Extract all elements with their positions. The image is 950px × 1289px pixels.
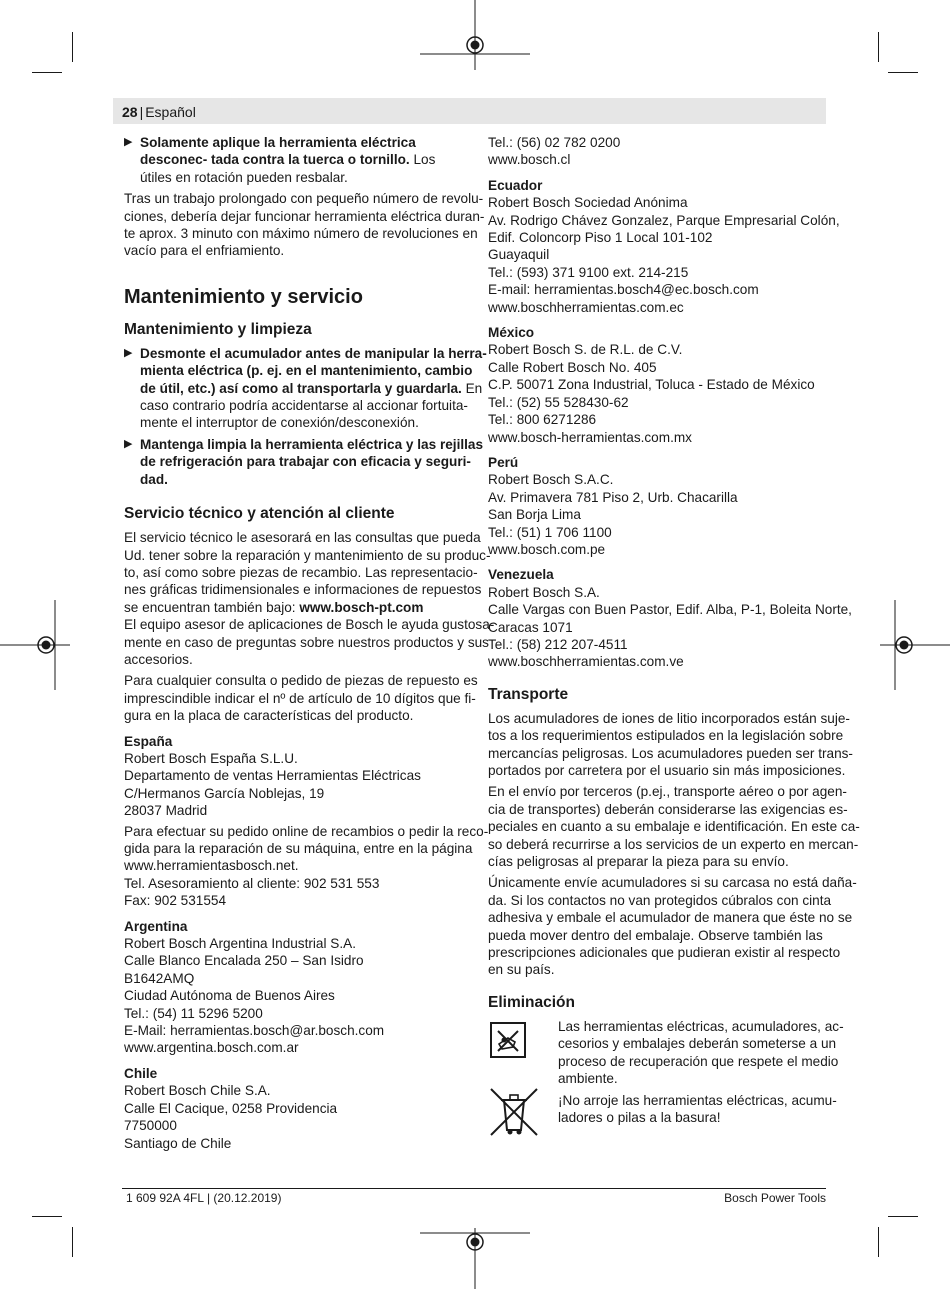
text-line: www.bosch.cl xyxy=(488,152,571,168)
text-line: E-Mail: herramientas.bosch@ar.bosch.com xyxy=(124,1023,385,1039)
text-line: Para efectuar su pedido online de recambios o pedir la reco- xyxy=(124,823,489,839)
text-line: gura en la placa de características del producto. xyxy=(124,708,414,724)
footer-doc-number: 1 609 92A 4FL | (20.12.2019) xyxy=(126,1191,282,1205)
para-transport-1 xyxy=(488,710,853,780)
text-line: to, así como sobre piezas de recambio. Las representacio- xyxy=(124,564,478,580)
text-line: Robert Bosch Chile S.A. xyxy=(124,1083,271,1099)
text-line: Robert Bosch S.A. xyxy=(488,584,600,600)
right-column xyxy=(488,134,860,1138)
text-line: tos a los requerimientos estipulados en la legislación sobre xyxy=(488,728,844,744)
crop-mark xyxy=(878,32,879,62)
heading-cleaning: Mantenimiento y limpieza xyxy=(124,320,312,338)
text-line: imprescindible indicar el nº de artículo de 10 dígitos que fi- xyxy=(124,690,476,706)
address-venezuela xyxy=(488,566,852,670)
bullet-keep-clean xyxy=(124,436,484,488)
text-line: Robert Bosch S.A.C. xyxy=(488,472,614,488)
crop-mark xyxy=(72,1227,73,1257)
address-peru xyxy=(488,454,828,558)
text-line: B1642AMQ xyxy=(124,970,195,986)
text-line: www.bosch.com.pe xyxy=(488,541,606,557)
text-line: Para cualquier consulta o pedido de piezas de repuesto es xyxy=(124,673,478,689)
header-bar xyxy=(113,98,826,124)
text-line: Tel.: (52) 55 528430-62 xyxy=(488,394,629,410)
para-team xyxy=(124,616,495,668)
text-line: cías peligrosas al preparar la pieza para su envío. xyxy=(488,854,789,870)
registration-mark-icon xyxy=(420,0,530,70)
text-line: 7750000 xyxy=(124,1118,177,1134)
text-line: ladores o pilas a la basura! xyxy=(558,1110,721,1126)
service-link[interactable]: www.bosch-pt.com xyxy=(299,599,424,615)
text-line: Departamento de ventas Herramientas Eléctricas xyxy=(124,768,421,784)
text-line: Las herramientas eléctricas, acumuladores, ac- xyxy=(558,1018,844,1034)
text-line: Robert Bosch España S.L.U. xyxy=(124,750,298,766)
bullet-intro-rest: Los útiles en rotación pueden resbalar. xyxy=(140,152,436,185)
text-line: Tel.: (56) 02 782 0200 xyxy=(488,135,621,150)
registration-mark-icon xyxy=(0,600,70,690)
text-line: pueda mover dentro del embalaje. Observe también las xyxy=(488,927,823,943)
address-title: España xyxy=(124,733,173,749)
para-transport-3 xyxy=(488,874,857,978)
bullet-remove-battery xyxy=(124,345,487,432)
text-line: C.P. 50071 Zona Industrial, Toluca - Estado de México xyxy=(488,377,815,393)
text-line: C/Hermanos García Noblejas, 19 xyxy=(124,785,325,801)
text-line: E-mail: herramientas.bosch4@ec.bosch.com xyxy=(488,282,759,298)
text-line: accesorios. xyxy=(124,651,193,667)
text-line: Calle Robert Bosch No. 405 xyxy=(488,359,657,375)
text-line: San Borja Lima xyxy=(488,507,581,523)
text-line: Ciudad Autónoma de Buenos Aires xyxy=(124,988,335,1004)
text-line: Tel.: (593) 371 9100 ext. 214-215 xyxy=(488,264,689,280)
address-title: Perú xyxy=(488,454,519,470)
page-header xyxy=(122,103,196,121)
left-column xyxy=(124,134,495,1158)
text-line: ambiente. xyxy=(558,1071,618,1087)
text-line: en su país. xyxy=(488,962,555,978)
text-line: se encuentran también bajo: xyxy=(124,599,296,615)
text-line: www.herramientasbosch.net. xyxy=(124,858,299,874)
heading-maintenance: Mantenimiento y servicio xyxy=(124,285,363,308)
text-line: El equipo asesor de aplicaciones de Bosch le ayuda gustosa- xyxy=(124,617,495,633)
text-line: www.boschherramientas.com.ec xyxy=(488,299,684,315)
text-line: Tel.: 800 6271286 xyxy=(488,412,597,428)
address-spain xyxy=(124,733,464,820)
registration-mark-icon xyxy=(880,600,950,690)
text-line: Robert Bosch Sociedad Anónima xyxy=(488,195,688,211)
page-number: 28 xyxy=(122,104,138,120)
text-line: adhesiva y embale el acumulador de manera que éste no se xyxy=(488,910,853,926)
crossed-bin-icon xyxy=(488,1086,540,1138)
text-line: Guayaquil xyxy=(488,247,550,263)
triangle-bullet-icon: ▶ xyxy=(124,136,133,148)
address-chile-continued xyxy=(488,134,828,169)
address-chile xyxy=(124,1065,464,1152)
text-line: www.argentina.bosch.com.ar xyxy=(124,1040,299,1056)
disposal-section xyxy=(488,1018,844,1138)
text-line: caso contrario podría accidentarse al accionar fortuita- xyxy=(140,398,468,414)
text-line: Fax: 902 531554 xyxy=(124,893,227,909)
text-line: Calle Vargas con Buen Pastor, Edif. Alba, P-1, Boleita Norte, xyxy=(488,602,852,618)
text-line: Tel.: (51) 1 706 1100 xyxy=(488,524,612,540)
para-cooling xyxy=(124,190,485,260)
heading-service: Servicio técnico y atención al cliente xyxy=(124,505,395,523)
text-line: Tel. Asesoramiento al cliente: 902 531 553 xyxy=(124,875,380,891)
address-title: México xyxy=(488,325,535,341)
registration-mark-icon xyxy=(420,1228,530,1289)
para-transport-2 xyxy=(488,783,860,870)
text-line: gida para la reparación de su máquina, entre en la página xyxy=(124,841,473,856)
text-line: En xyxy=(465,380,483,396)
text-line: En el envío por terceros (p.ej., transporte aéreo o por agen- xyxy=(488,784,847,800)
address-title: Venezuela xyxy=(488,567,554,583)
address-title: Ecuador xyxy=(488,177,543,193)
para-order xyxy=(124,672,478,724)
text-line: dad. xyxy=(140,471,168,487)
text-line: El servicio técnico le asesorará en las consultas que pueda xyxy=(124,530,481,546)
text-line: ciones, debería dejar funcionar herramienta eléctrica duran- xyxy=(124,208,485,224)
text-line: Los acumuladores de iones de litio incorporados están suje- xyxy=(488,710,850,726)
text-line: Robert Bosch Argentina Industrial S.A. xyxy=(124,936,356,952)
text-line: Desmonte el acumulador antes de manipular la herra- xyxy=(140,345,487,361)
address-title: Chile xyxy=(124,1065,158,1081)
text-line: vacío para el enfriamiento. xyxy=(124,243,285,259)
crop-mark xyxy=(888,72,918,73)
text-line: te aprox. 3 minuto con máximo número de revoluciones en xyxy=(124,226,478,242)
crop-mark xyxy=(32,72,62,73)
text-line: www.boschherramientas.com.ve xyxy=(488,654,684,670)
text-line: proceso de recuperación que respete el medio xyxy=(558,1053,839,1069)
footer-brand: Bosch Power Tools xyxy=(724,1191,826,1205)
para-service xyxy=(124,529,491,616)
text-line: Mantenga limpia la herramienta eléctrica y las rejillas xyxy=(140,436,484,452)
text-line: Av. Primavera 781 Piso 2, Urb. Chacarilla xyxy=(488,489,738,505)
text-line: portados por carretera por el usuario sin más imposiciones. xyxy=(488,763,846,778)
text-line: Únicamente envíe acumuladores si su carcasa no está daña- xyxy=(488,875,857,891)
crop-mark xyxy=(888,1216,918,1217)
text-line: cia de transportes) deberán considerarse las exigencias es- xyxy=(488,801,848,817)
text-line: mente el interruptor de conexión/desconexión. xyxy=(140,415,419,431)
heading-transport: Transporte xyxy=(488,685,569,703)
text-line: Ud. tener sobre la reparación y mantenimiento de su produc- xyxy=(124,547,491,563)
disposal-text-2 xyxy=(558,1092,837,1127)
text-line: Edif. Coloncorp Piso 1 Local 101-102 xyxy=(488,230,713,246)
triangle-bullet-icon: ▶ xyxy=(124,346,133,359)
recycle-tool-icon xyxy=(488,1020,528,1060)
spain-online-info xyxy=(124,823,489,910)
text-line: de útil, etc.) así como al transportarla y guardarla. xyxy=(140,380,462,396)
text-line: Calle Blanco Encalada 250 – San Isidro xyxy=(124,953,364,969)
address-title: Argentina xyxy=(124,918,188,934)
text-line: Tel.: (58) 212 207-4511 xyxy=(488,636,628,652)
text-line: Caracas 1071 xyxy=(488,619,573,635)
text-line: peciales en cuanto a su embalaje e identificación. En este ca- xyxy=(488,819,860,835)
crop-mark xyxy=(72,32,73,62)
address-argentina xyxy=(124,918,464,1057)
triangle-bullet-icon: ▶ xyxy=(124,437,133,450)
text-line: nes gráficas tridimensionales e informaciones de repuestos xyxy=(124,582,482,598)
text-line: 28037 Madrid xyxy=(124,803,208,819)
header-separator: | xyxy=(139,104,144,120)
bullet-intro-bold: Solamente aplique la herramienta eléctrica desconec- tada contra la tuerca o tornillo. xyxy=(140,135,416,168)
text-line: mercancías peligrosas. Los acumuladores pueden ser trans- xyxy=(488,745,853,761)
text-line: Tras un trabajo prolongado con pequeño número de revolu- xyxy=(124,191,484,207)
text-line: Robert Bosch S. de R.L. de C.V. xyxy=(488,342,683,358)
text-line: da. Si los contactos no van protegidos cúbralos con cinta xyxy=(488,892,832,908)
disposal-text-1 xyxy=(558,1018,844,1088)
text-line: prescripciones adicionales que pudieran existir al respecto xyxy=(488,945,841,961)
header-section: Español xyxy=(145,104,196,120)
text-line: www.bosch-herramientas.com.mx xyxy=(488,429,692,445)
text-line: ¡No arroje las herramientas eléctricas, acumu- xyxy=(558,1092,837,1108)
text-line: Tel.: (54) 11 5296 5200 xyxy=(124,1005,263,1021)
footer-rule xyxy=(122,1188,826,1189)
text-line: Calle El Cacique, 0258 Providencia xyxy=(124,1100,338,1116)
bullet-intro xyxy=(124,134,464,186)
heading-disposal: Eliminación xyxy=(488,993,575,1011)
text-line: mente en caso de preguntas sobre nuestros productos y sus xyxy=(124,634,489,650)
crop-mark xyxy=(878,1227,879,1257)
text-line: Av. Rodrigo Chávez Gonzalez, Parque Empresarial Colón, xyxy=(488,212,840,228)
text-line: cesorios y embalajes deberán someterse a un xyxy=(558,1036,837,1052)
text-line: so deberá recurrirse a los servicios de un experto en mercan- xyxy=(488,836,859,852)
text-line: Santiago de Chile xyxy=(124,1135,232,1151)
address-mexico xyxy=(488,324,828,446)
crop-mark xyxy=(32,1216,62,1217)
text-line: mienta eléctrica (p. ej. en el mantenimiento, cambio xyxy=(140,363,473,379)
address-ecuador xyxy=(488,177,840,316)
text-line: de refrigeración para trabajar con eficacia y seguri- xyxy=(140,454,471,470)
